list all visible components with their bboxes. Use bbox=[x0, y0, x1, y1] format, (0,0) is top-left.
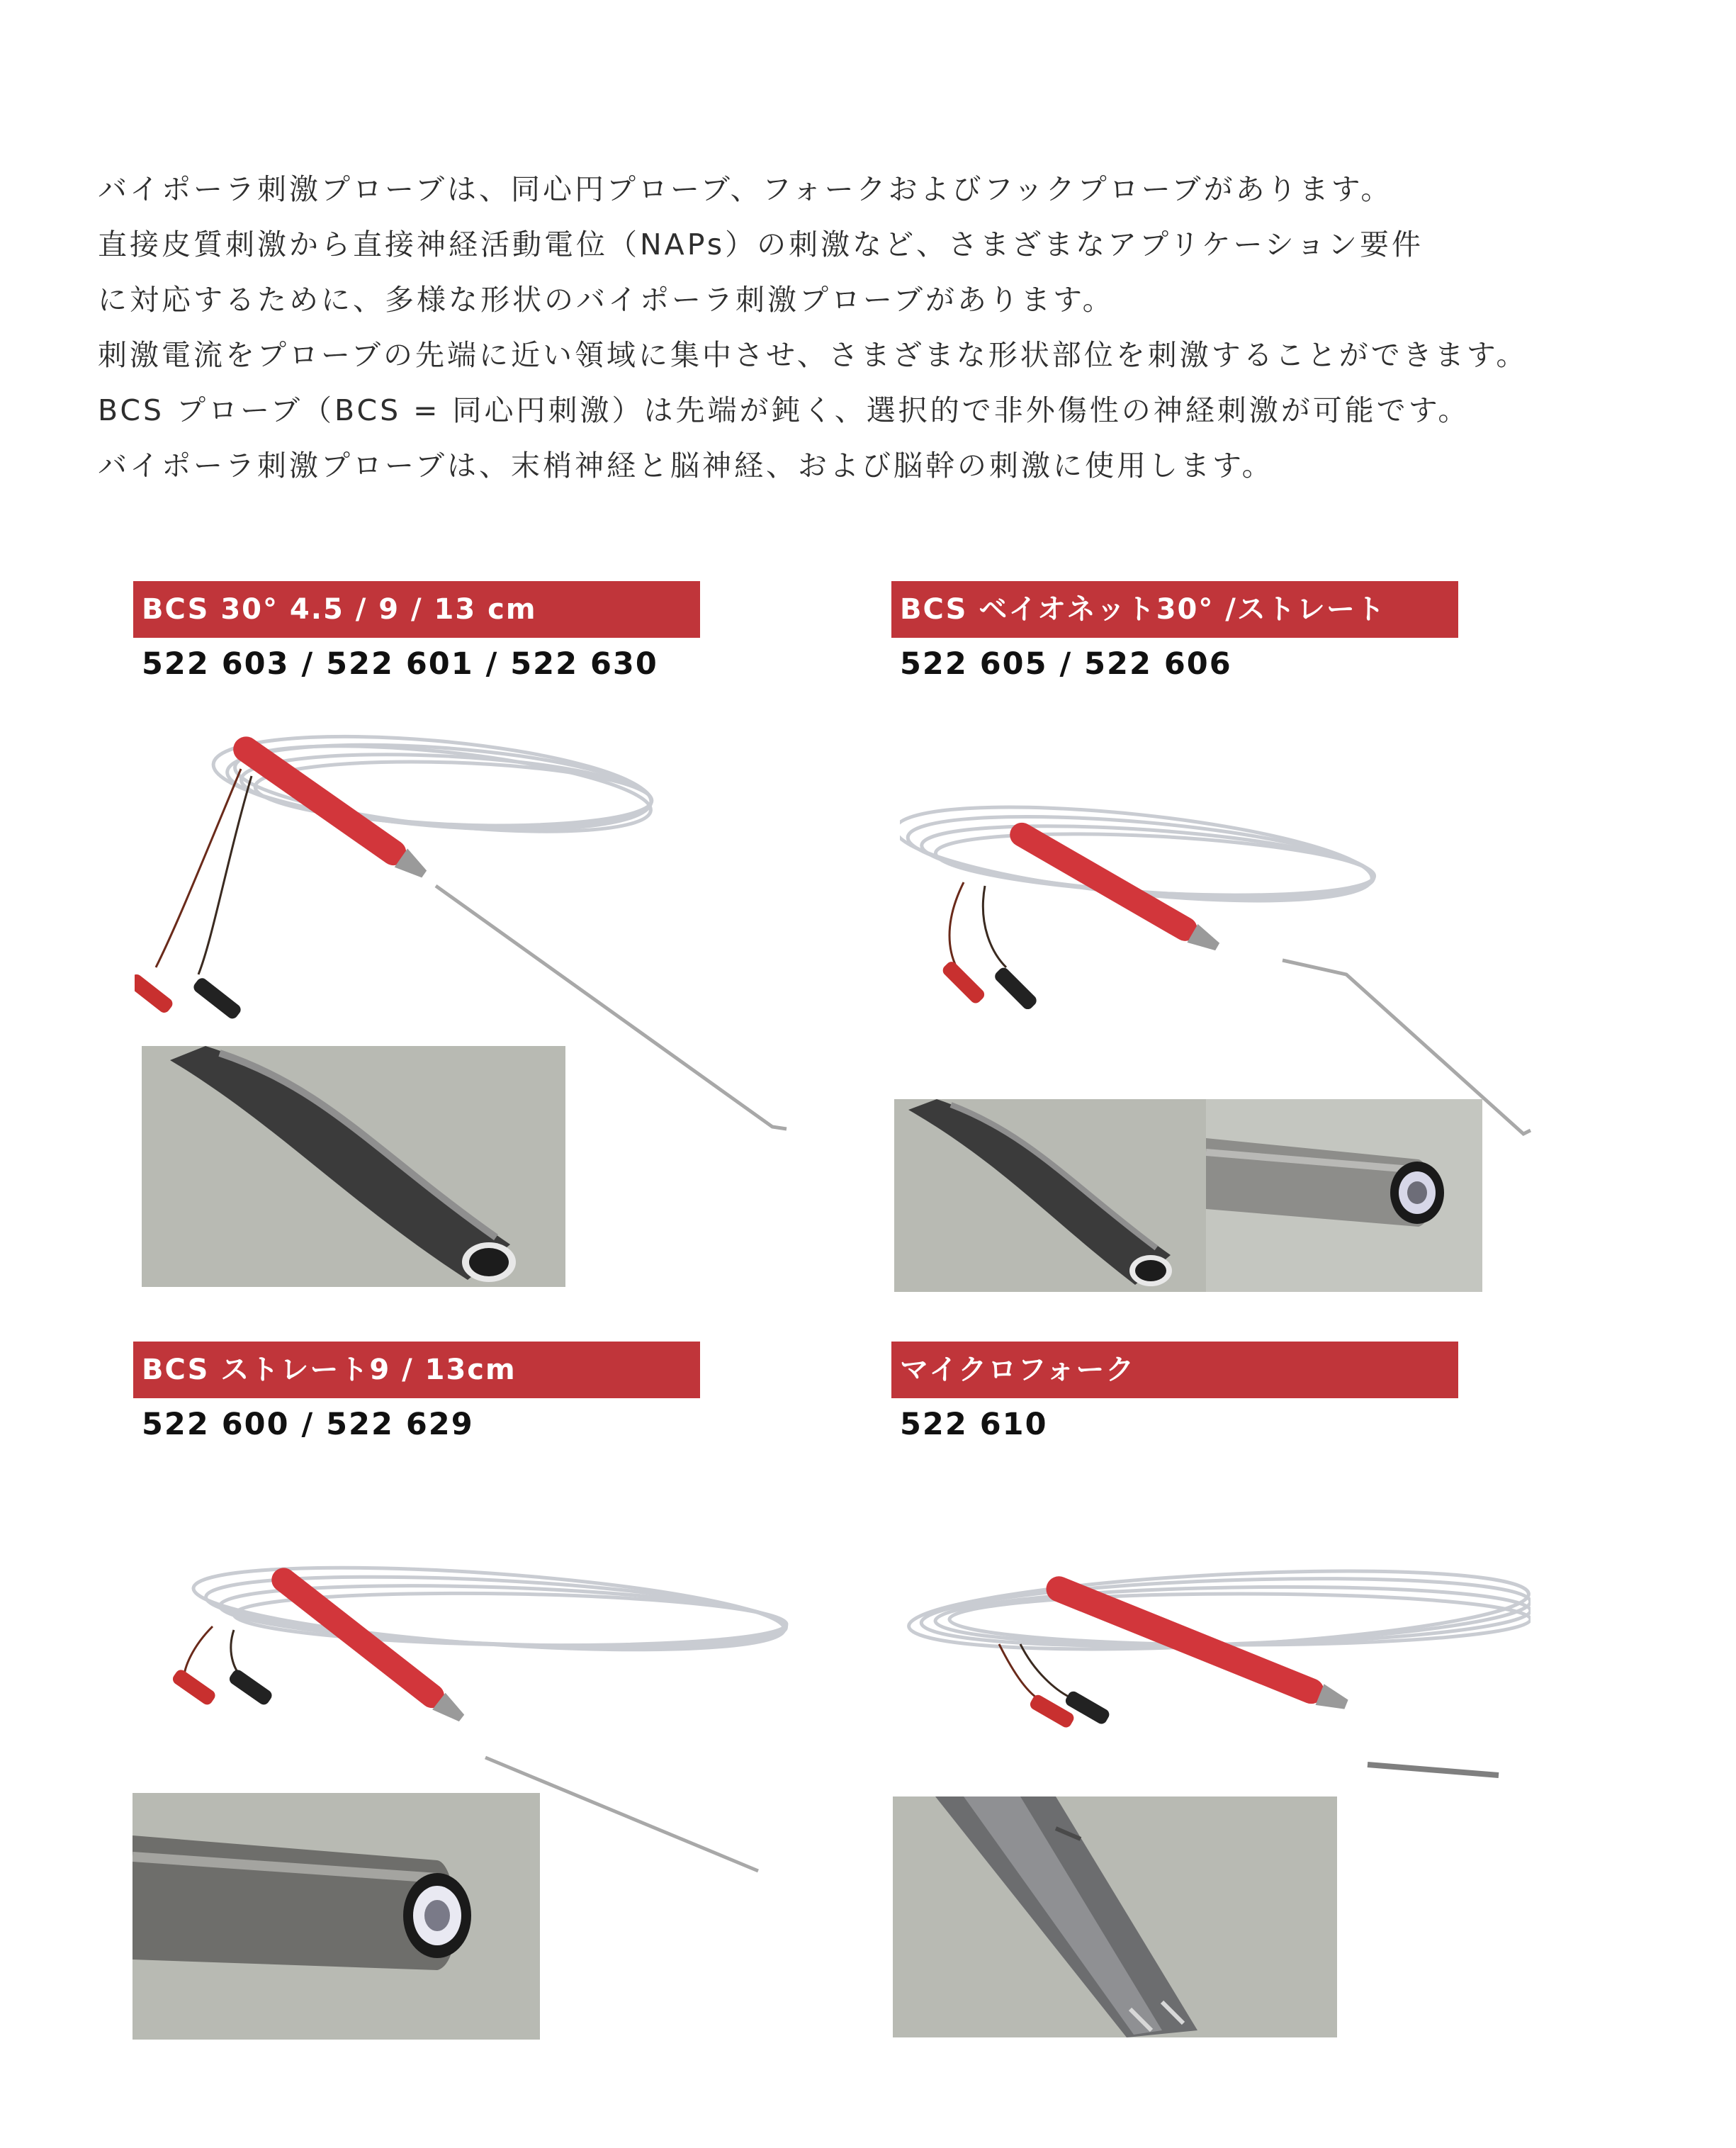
product-title-band bbox=[133, 581, 700, 638]
intro-line: 直接皮質刺激から直接神経活動電位（NAPs）の刺激など、さまざまなアプリケーション要件 bbox=[98, 227, 1424, 262]
tip-detail-photo bbox=[894, 1099, 1206, 1292]
intro-line: に対応するために、多様な形状のバイポーラ刺激プローブがあります。 bbox=[98, 283, 1115, 317]
tip-detail-photo bbox=[893, 1796, 1337, 2037]
probe-photo bbox=[900, 797, 1573, 1152]
probe-photo bbox=[900, 1559, 1531, 1779]
tip-detail-photo bbox=[1206, 1099, 1482, 1292]
intro-line: BCS プローブ（BCS = 同心円刺激）は先端が鈍く、選択的で非外傷性の神経刺激が可能です。 bbox=[98, 393, 1470, 427]
product-code: 522 610 bbox=[900, 1407, 1048, 1442]
product-title-band bbox=[891, 1342, 1458, 1398]
product-title: BCS ベイオネット30° /ストレート bbox=[900, 593, 1386, 626]
tip-detail-photo bbox=[133, 1793, 540, 2040]
intro-text bbox=[98, 162, 1685, 493]
product-title: BCS 30° 4.5 / 9 / 13 cm bbox=[142, 593, 537, 626]
product-title-band bbox=[133, 1342, 700, 1398]
product-code: 522 600 / 522 629 bbox=[142, 1407, 474, 1442]
intro-line: バイポーラ刺激プローブは、同心円プローブ、フォークおよびフックプローブがあります。 bbox=[98, 172, 1393, 206]
product-title-band bbox=[891, 581, 1458, 638]
product-title: マイクロフォーク bbox=[900, 1354, 1136, 1386]
intro-line: バイポーラ刺激プローブは、末梢神経と脳神経、および脳幹の刺激に使用します。 bbox=[98, 449, 1274, 483]
intro-line: 刺激電流をプローブの先端に近い領域に集中させ、さまざまな形状部位を刺激することができます。 bbox=[98, 338, 1528, 372]
tip-detail-photo bbox=[142, 1046, 565, 1287]
product-title: BCS ストレート9 / 13cm bbox=[142, 1354, 517, 1386]
product-code: 522 605 / 522 606 bbox=[900, 646, 1232, 682]
product-code: 522 603 / 522 601 / 522 630 bbox=[142, 646, 658, 682]
